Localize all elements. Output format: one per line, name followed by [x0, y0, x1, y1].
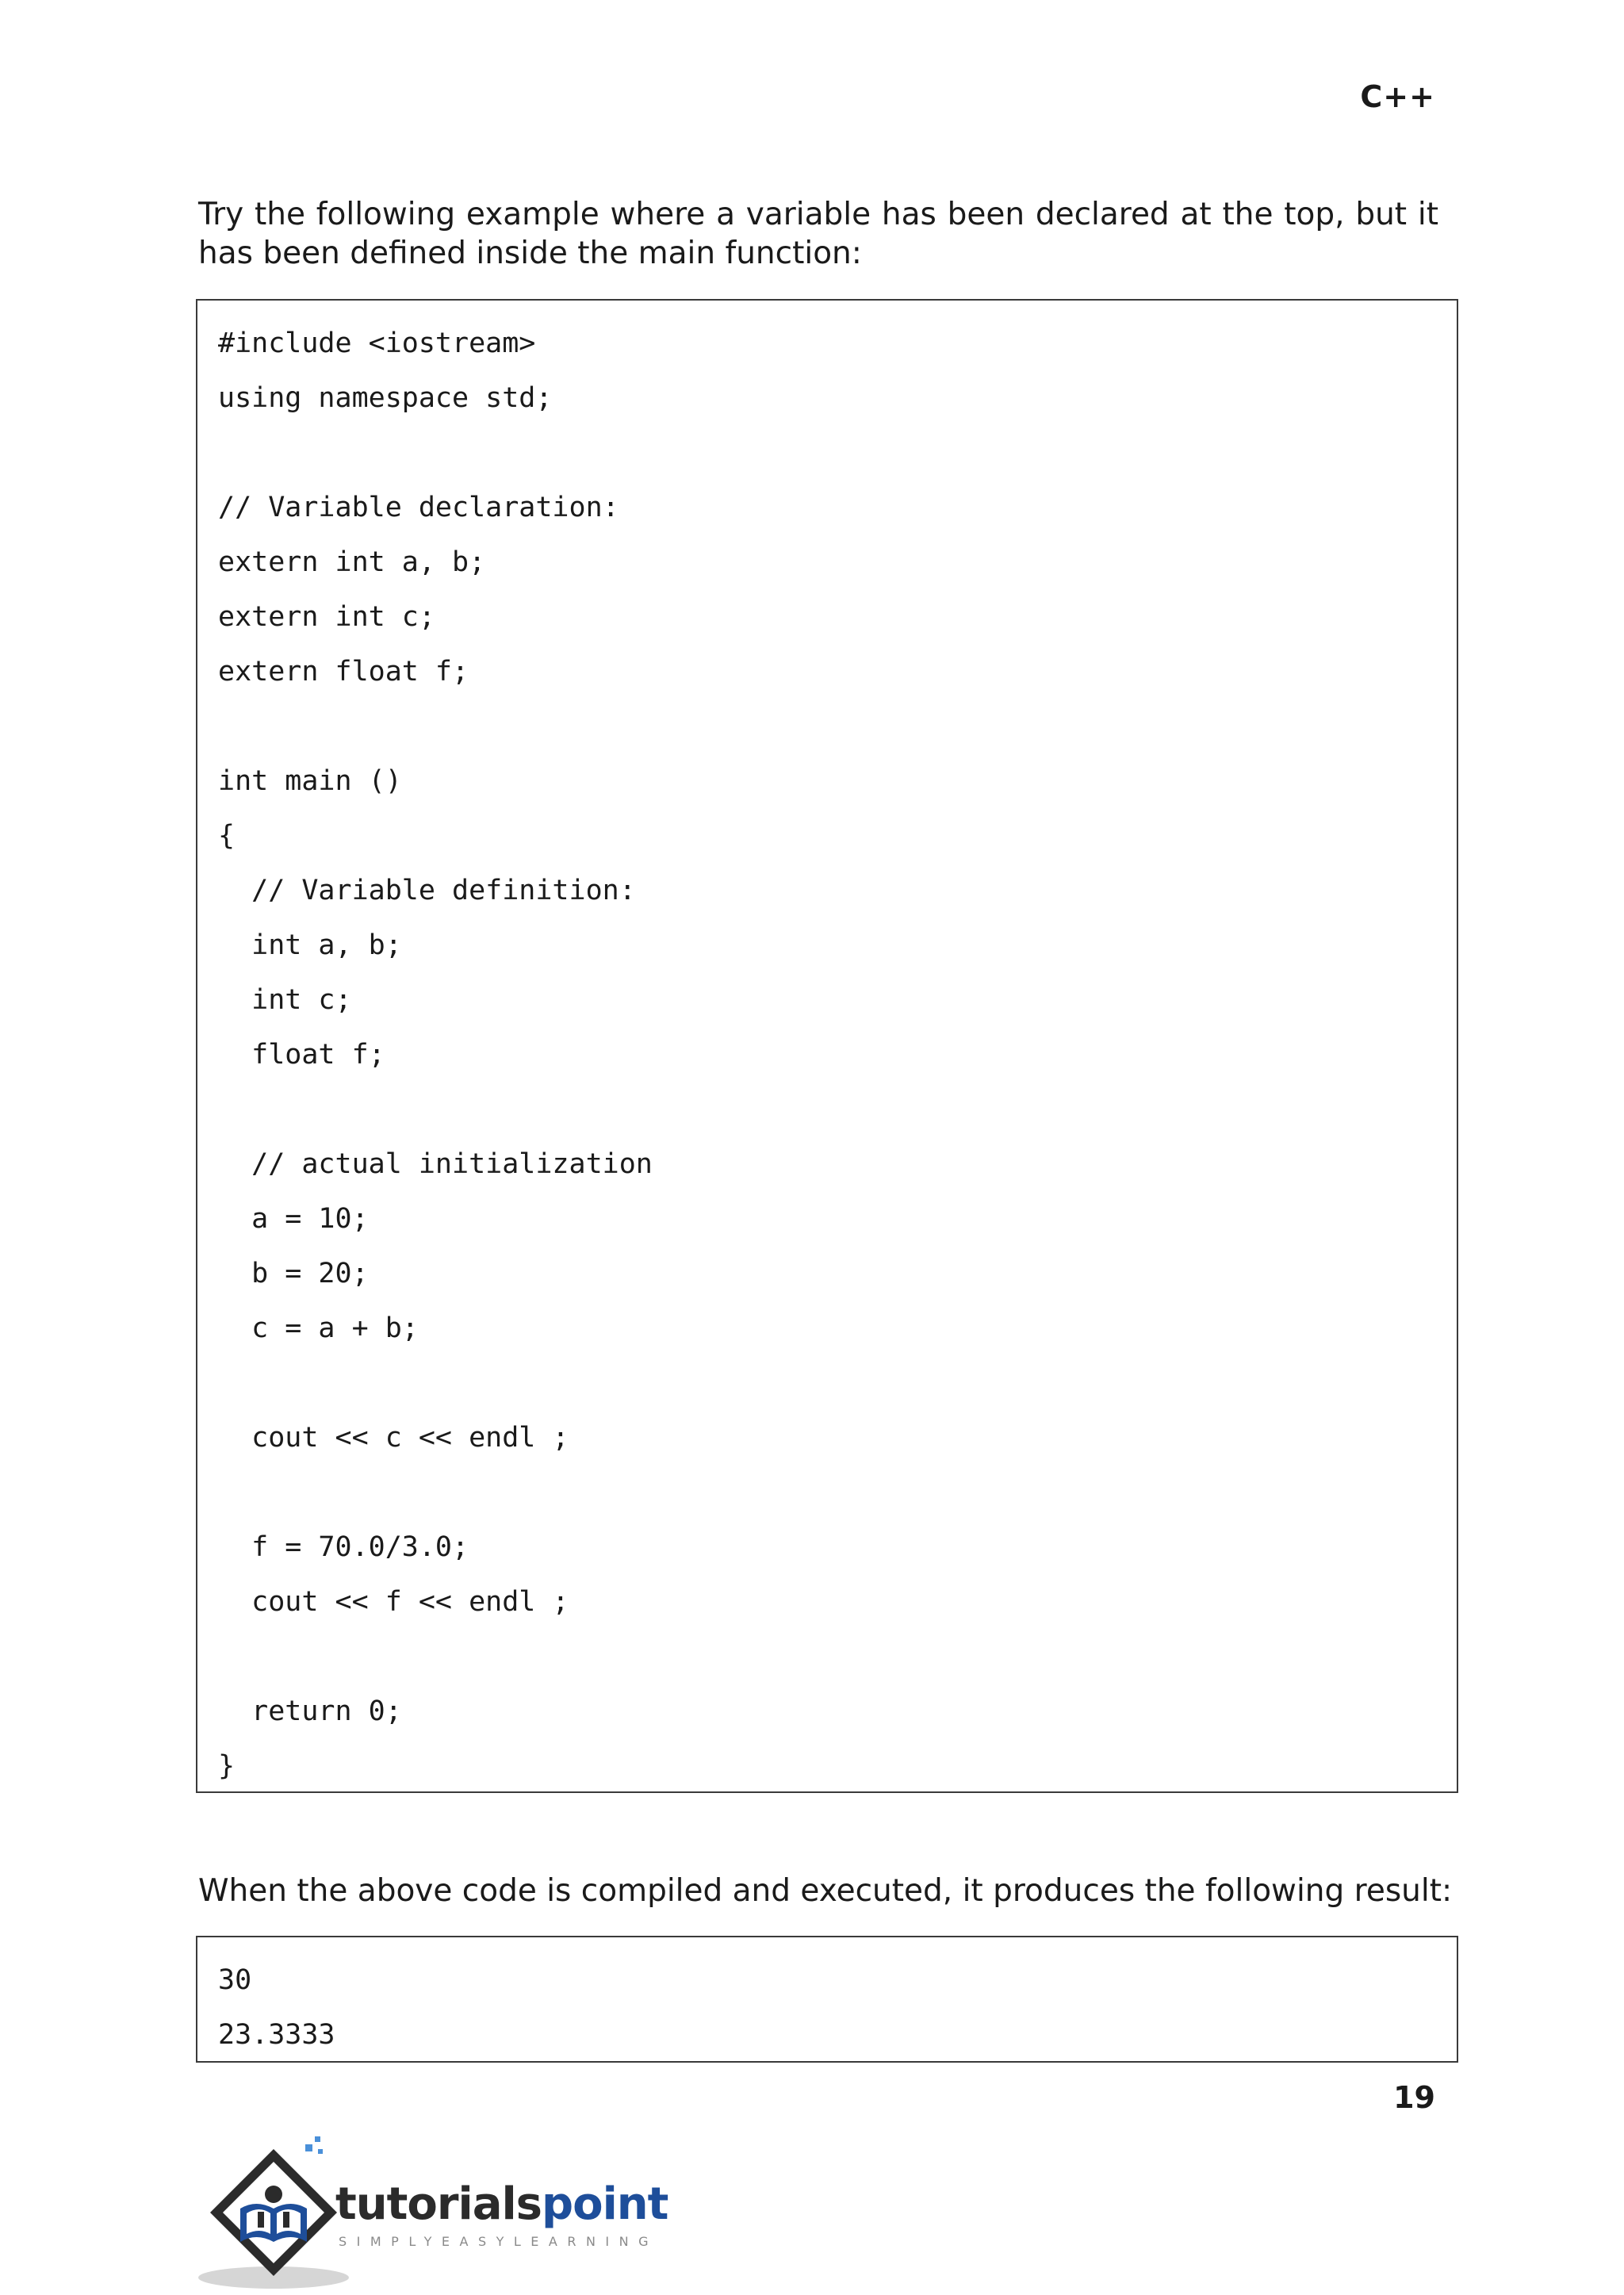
code-line [218, 699, 1436, 754]
code-line: extern float f; [218, 656, 469, 688]
code-line [218, 1466, 1436, 1520]
code-line: cout << c << endl ; [218, 1422, 569, 1454]
result-paragraph: When the above code is compiled and executed, it produces the following result: [198, 1873, 1453, 1909]
code-line: return 0; [218, 1695, 402, 1727]
code-line: b = 20; [218, 1258, 369, 1289]
code-line: } [218, 1750, 236, 1782]
code-line: using namespace std; [218, 382, 553, 414]
code-line: #include <iostream> [218, 328, 536, 359]
code-listing [196, 299, 1458, 1793]
code-line: int main () [218, 765, 402, 797]
spark-dot [315, 2136, 320, 2142]
page-number: 19 [1393, 2080, 1435, 2115]
code-line: cout << f << endl ; [218, 1586, 569, 1618]
output-listing [196, 1936, 1458, 2063]
output-line: 30 [218, 1964, 252, 1996]
code-line [218, 426, 1436, 481]
brand-text-tutorials: tutorials [335, 2178, 542, 2230]
code-line: int c; [218, 984, 352, 1016]
output-line: 23.3333 [218, 2019, 335, 2051]
tutorialspoint-logo [194, 2133, 702, 2292]
code-line: extern int a, b; [218, 546, 486, 578]
code-line: extern int c; [218, 601, 435, 633]
code-line: a = 10; [218, 1203, 369, 1235]
code-line: int a, b; [218, 929, 402, 961]
code-line: f = 70.0/3.0; [218, 1531, 469, 1563]
code-line [218, 1630, 1436, 1684]
code-line: float f; [218, 1039, 385, 1071]
code-line: c = a + b; [218, 1312, 419, 1344]
code-line: // Variable declaration: [218, 492, 619, 523]
svg-text:tutorialspoint [335, 2178, 668, 2230]
page-header-title: C++ [1360, 79, 1435, 114]
code-line: { [218, 820, 236, 852]
spark-dot [305, 2144, 312, 2151]
code-line [218, 1356, 1436, 1411]
brand-tagline: SIMPLYEASYLEARNING [339, 2234, 659, 2249]
code-line [218, 1082, 1436, 1137]
code-line: // Variable definition: [218, 875, 636, 906]
intro-paragraph: Try the following example where a variable has been declared at the top, but it has been defined inside the main function: [198, 197, 1438, 271]
brand-text-point: point [542, 2178, 668, 2230]
spark-dot [318, 2149, 323, 2154]
code-line: // actual initialization [218, 1148, 653, 1180]
